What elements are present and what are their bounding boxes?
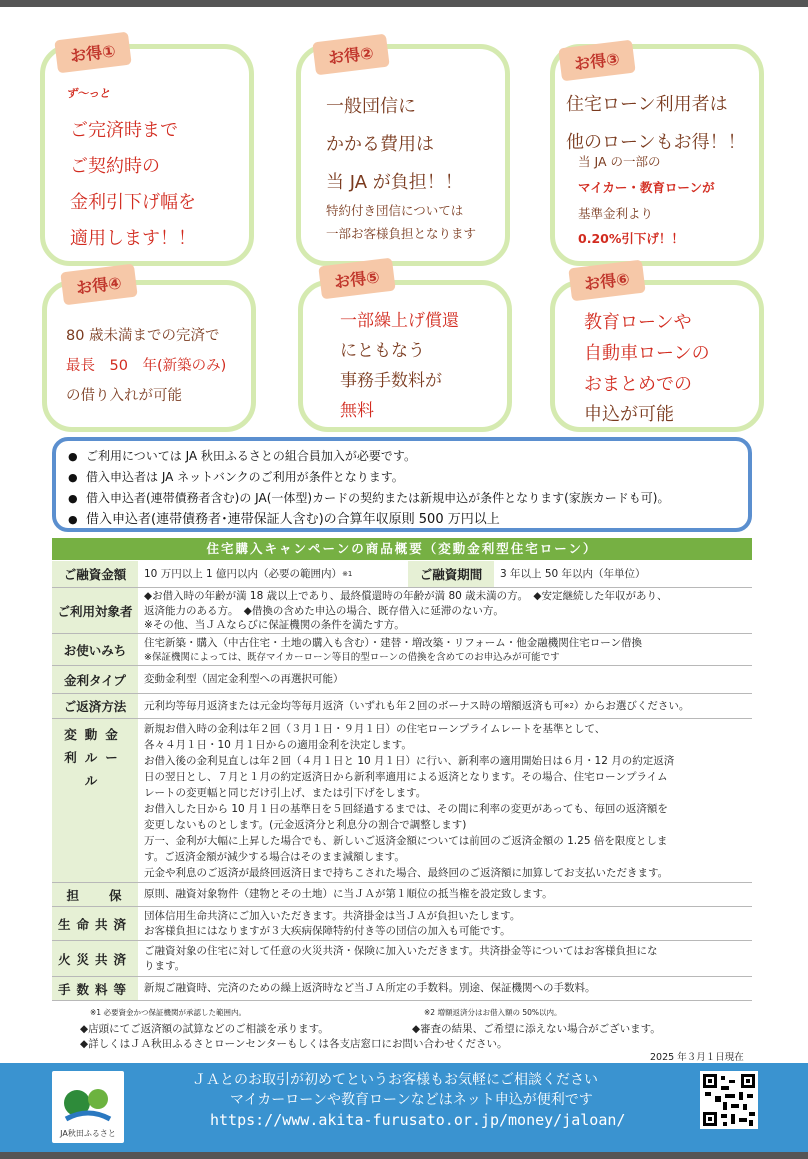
benefit-6-line: おまとめでの bbox=[584, 374, 692, 395]
table-row-loan bbox=[52, 561, 752, 588]
label-loan-amount: ご融資金額 bbox=[52, 561, 138, 587]
usage-line: 住宅新築・購入（中古住宅・土地の購入も含む）・建替・増改築・リフォーム・他金融機関住宅ローン借換 bbox=[144, 637, 643, 649]
value-collateral: 原則、融資対象物件（建物とその土地）に当ＪＡが第１順位の抵当権を設定致します。 bbox=[144, 888, 553, 901]
benefit-3-sub: 0.20%引下げ！！ bbox=[578, 231, 684, 246]
footer-line-1: ＪＡとのお取引が初めてというお客様もお気軽にご相談ください bbox=[192, 1072, 598, 1088]
benefit-4-line: 最長 50 年(新築のみ) bbox=[66, 358, 227, 374]
life-line: 団体信用生命共済にご加入いただきます。共済掛金は当ＪＡが負担いたします。 bbox=[144, 910, 521, 922]
benefit-1-lead: ず～っと bbox=[66, 87, 110, 100]
condition-item: ● ご利用については JA 秋田ふるさとの組合員加入が必要です。 bbox=[68, 446, 748, 467]
note-review: ◆審査の結果、ご希望に添えない場合がございます。 bbox=[412, 1023, 661, 1035]
label-collateral: 担保 bbox=[52, 883, 138, 906]
label-rules: 変動金利ルール bbox=[52, 719, 138, 882]
benefit-2-note: 一部お客様負担となります bbox=[326, 226, 477, 241]
label-fee: 手数料等 bbox=[52, 977, 138, 1000]
label-fire: 火災共済 bbox=[52, 941, 138, 976]
rule-line: お借入後の金利見直しは年２回（４月１日と 10 月１日）に行い、新利率の適用開始日は６月・12 月の約定返済 bbox=[144, 755, 675, 767]
fire-line: ります。 bbox=[144, 959, 186, 972]
benefit-1-line: ご完済時まで bbox=[70, 120, 178, 141]
qr-code[interactable] bbox=[700, 1071, 758, 1129]
footer-url-link[interactable]: https://www.akita-furusato.or.jp/money/jaloan/ bbox=[210, 1111, 626, 1129]
footnote-1: ※1 必要資金かつ保証機関が承認した範囲内。 bbox=[90, 1008, 246, 1017]
benefit-tag-3: お得③ bbox=[558, 40, 635, 82]
benefit-2-line: 当 JA が負担！！ bbox=[326, 172, 463, 193]
value-fee: 新規ご融資時、完済のための繰上返済時など当ＪＡ所定の手数料。別途、保証機関への手数料。 bbox=[144, 982, 596, 995]
value-rate-type: 変動金利型（固定金利型への再選択可能） bbox=[144, 673, 344, 686]
benefit-tag-4: お得④ bbox=[60, 264, 137, 306]
loan-amount-text: 10 万円以上 1 億円以内（必要の範囲内） bbox=[144, 567, 343, 580]
repay-tail: ）からお選びください。 bbox=[573, 699, 690, 712]
ja-logo bbox=[52, 1071, 124, 1143]
value-usage bbox=[144, 636, 748, 665]
repay-text: 元利均等毎月返済または元金均等毎月返済（いずれも年２回のボーナス時の増額返済も可 bbox=[144, 699, 564, 712]
value-target bbox=[144, 589, 748, 633]
table-title: 住宅購入キャンペーンの商品概要（変動金利型住宅ローン） bbox=[52, 538, 752, 560]
benefit-6-line: 教育ローンや bbox=[584, 312, 692, 333]
target-line: ※その他、当ＪＡならびに保証機関の条件を満たす方。 bbox=[144, 619, 405, 632]
benefit-3-line: 住宅ローン利用者は bbox=[566, 94, 728, 115]
rule-line: す。ご返済金額が減少する場合はそのまま減額します。 bbox=[144, 851, 405, 863]
label-rate-type: 金利タイプ bbox=[52, 666, 138, 693]
rule-line: 変更しないものとします。(元金返済分と利息分の割合で調整します) bbox=[144, 819, 467, 831]
label-life: 生命共済 bbox=[52, 907, 138, 940]
benefit-6-line: 自動車ローンの bbox=[584, 343, 710, 364]
condition-item: ● 借入申込者(連帯債務者含む)の JA(一体型)カードの契約または新規申込が条件となります(家族カードも可)。 bbox=[68, 488, 748, 509]
label-loan-period: ご融資期間 bbox=[408, 561, 494, 587]
table-row-usage bbox=[52, 634, 752, 666]
footer-banner bbox=[0, 1063, 808, 1152]
benefit-4-line: 80 歳未満までの完済で bbox=[66, 328, 220, 344]
label-repay: ご返済方法 bbox=[52, 694, 138, 718]
benefit-tag-5: お得⑤ bbox=[318, 258, 395, 300]
table-row-repay bbox=[52, 694, 752, 719]
benefit-3-line: 他のローンもお得！！ bbox=[566, 132, 746, 153]
top-bar bbox=[0, 0, 808, 7]
note-contact: ◆詳しくはＪＡ秋田ふるさとローンセンターもしくは各支店窓口にお問い合わせください。 bbox=[80, 1038, 508, 1050]
qr-code-icon bbox=[703, 1074, 755, 1126]
table-row-fire bbox=[52, 941, 752, 977]
condition-item: ● 借入申込者(連帯債務者･連帯保証人含む)の合算年収原則 500 万円以上 bbox=[68, 509, 748, 530]
value-loan-period: 3 年以上 50 年以内（年単位） bbox=[500, 567, 646, 580]
rule-line: お借入した日から 10 月１日の基準日を５回経過するまでは、その間に利率の変更があっても、毎回の返済額を bbox=[144, 803, 668, 815]
label-target: ご利用対象者 bbox=[52, 588, 138, 633]
usage-line: ※保証機関によっては、既存マイカーローン等目的型ローンの借換を含めてのお申込みが可能です bbox=[144, 651, 560, 663]
table-row-rate-type bbox=[52, 666, 752, 694]
benefit-2-line: かかる費用は bbox=[326, 134, 434, 155]
conditions-box bbox=[52, 437, 752, 532]
bottom-bar bbox=[0, 1152, 808, 1159]
benefit-3-sub: マイカー・教育ローンが bbox=[578, 180, 715, 195]
benefit-tag-2: お得② bbox=[312, 34, 389, 76]
rule-line: 万一、金利が大幅に上昇した場合でも、新しいご返済金額については前回のご返済金額の 1.25 倍を限度としま bbox=[144, 835, 668, 847]
value-fire bbox=[144, 944, 748, 973]
fire-line: ご融資対象の住宅に対して任意の火災共済・保険に加入いただきます。共済掛金等についてはお客様負担にな bbox=[144, 945, 658, 957]
life-line: お客様負担にはなりますが３大疾病保障特約付き等の団信の加入も可能です。 bbox=[144, 924, 511, 937]
value-rules bbox=[144, 721, 748, 881]
rule-line: 元金や利息のご返済が最終回返済日まで持ちこされた場合、最終回のご返済額に加算してお支払いただきます。 bbox=[144, 867, 669, 879]
benefit-6-line: 申込が可能 bbox=[584, 404, 674, 425]
value-life bbox=[144, 909, 748, 938]
table-row-fee bbox=[52, 977, 752, 1001]
benefit-1-line: ご契約時の bbox=[70, 156, 160, 177]
benefit-tag-1: お得① bbox=[54, 32, 131, 74]
repay-sup: ※2 bbox=[563, 701, 574, 710]
target-line: ◆お借入時の年齢が満 18 歳以上であり、最終償還時の年齢が満 80 歳未満の方。 ◆安定継続した年収があり、 bbox=[144, 590, 668, 602]
value-loan-amount bbox=[144, 561, 444, 587]
benefit-3-sub: 基準金利より bbox=[578, 206, 654, 221]
footer-line-2: マイカーローンや教育ローンなどはネット申込が便利です bbox=[230, 1092, 593, 1108]
benefit-2-note: 特約付き団信については bbox=[326, 203, 464, 218]
loan-amount-sup: ※1 bbox=[342, 569, 353, 578]
benefit-1-line: 金利引下げ幅を bbox=[70, 192, 196, 213]
note-consult: ◆店頭にてご返済額の試算などのご相談を承ります。 bbox=[80, 1023, 329, 1035]
label-usage: お使いみち bbox=[52, 634, 138, 665]
benefit-1-line: 適用します！！ bbox=[70, 228, 196, 249]
benefit-2-line: 一般団信に bbox=[326, 96, 416, 117]
table-row-target bbox=[52, 588, 752, 634]
rule-line: 新規お借入時の金利は年２回（３月１日・９月１日）の住宅ローンプライムレートを基準として、 bbox=[144, 723, 606, 735]
benefit-tag-6: お得⑥ bbox=[568, 260, 645, 302]
benefit-5-line: 無料 bbox=[340, 401, 374, 421]
benefit-3-sub: 当 JA の一部の bbox=[578, 154, 661, 169]
table-row-rules bbox=[52, 719, 752, 883]
as-of-date: 2025 年３月１日現在 bbox=[650, 1052, 744, 1063]
footnote-2: ※2 増額返済分はお借入額の 50%以内。 bbox=[424, 1008, 562, 1017]
rule-line: 日の翌日とし、７月と１月の約定返済日から新利率適用による返済となります。その場合、住宅ローンプライム bbox=[144, 771, 668, 783]
rule-line: 各々４月１日・10 月１日からの適用金利を決定します。 bbox=[144, 739, 412, 751]
table-row-collateral bbox=[52, 883, 752, 907]
table-row-life bbox=[52, 907, 752, 941]
benefit-5-line: にともなう bbox=[340, 341, 425, 361]
value-repay bbox=[144, 694, 748, 718]
benefit-5-line: 一部繰上げ償還 bbox=[340, 311, 459, 331]
rule-line: レートの変更幅と同じだけ引上げ、または引下げをします。 bbox=[144, 787, 427, 799]
ja-logo-text: JA秋田ふるさと bbox=[60, 1129, 116, 1138]
target-line: 返済能力のある方。 ◆借換の含めた申込の場合、既存借入に延滞のない方。 bbox=[144, 604, 504, 617]
benefit-4-line: の借り入れが可能 bbox=[66, 388, 182, 404]
benefit-5-line: 事務手数料が bbox=[340, 371, 442, 391]
condition-item: ● 借入申込者は JA ネットバンクのご利用が条件となります。 bbox=[68, 467, 748, 488]
